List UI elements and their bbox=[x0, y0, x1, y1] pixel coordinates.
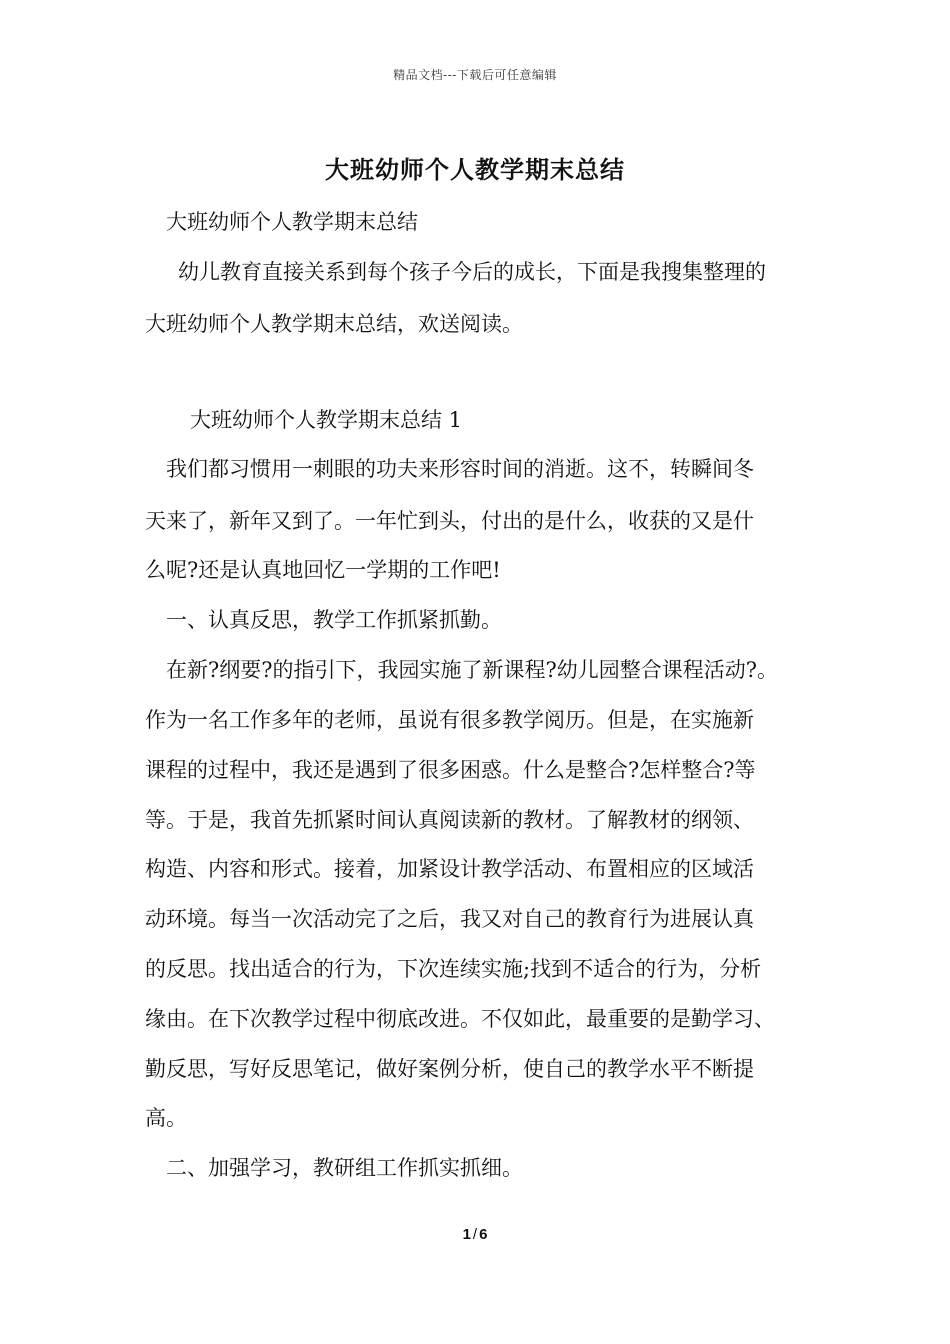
page-number bbox=[0, 1226, 950, 1243]
subtitle-line: 大班幼师个人教学期末总结 bbox=[166, 210, 418, 234]
paragraph-line: 在新?纲要?的指引下，我园实施了新课程?幼儿园整合课程活动?。 bbox=[166, 658, 779, 682]
current-page-number: 1 bbox=[462, 1226, 471, 1243]
paragraph-line: 等。于是，我首先抓紧时间认真阅读新的教材。了解教材的纲领、 bbox=[145, 808, 754, 832]
header-note: 精品文档---下载后可任意编辑 bbox=[393, 68, 557, 82]
paragraph-line: 么呢?还是认真地回忆一学期的工作吧! bbox=[145, 558, 501, 582]
paragraph-line: 构造、内容和形式。接着，加紧设计教学活动、布置相应的区域活 bbox=[145, 857, 754, 881]
paragraph-line: 的反思。找出适合的行为，下次连续实施;找到不适合的行为，分析 bbox=[145, 957, 762, 981]
subsection-heading: 二、加强学习，教研组工作抓实抓细。 bbox=[166, 1156, 523, 1180]
paragraph-line: 动环境。每当一次活动完了之后，我又对自己的教育行为进展认真 bbox=[145, 907, 754, 931]
total-page-count: 6 bbox=[479, 1226, 488, 1243]
document-title: 大班幼师个人教学期末总结 bbox=[325, 155, 625, 184]
paragraph-line: 我们都习惯用一刺眼的功夫来形容时间的消逝。这不，转瞬间冬 bbox=[166, 457, 754, 481]
paragraph-line: 课程的过程中，我还是遇到了很多困惑。什么是整合?怎样整合?等 bbox=[145, 758, 756, 782]
section-heading: 大班幼师个人教学期末总结 1 bbox=[190, 408, 463, 432]
subsection-heading: 一、认真反思，教学工作抓紧抓勤。 bbox=[166, 608, 502, 632]
paragraph-line: 大班幼师个人教学期末总结，欢送阅读。 bbox=[145, 312, 523, 336]
paragraph-line: 幼儿教育直接关系到每个孩子今后的成长，下面是我搜集整理的 bbox=[178, 260, 766, 284]
paragraph-line: 缘由。在下次教学过程中彻底改进。不仅如此，最重要的是勤学习、 bbox=[145, 1007, 775, 1031]
paragraph-line: 高。 bbox=[145, 1106, 187, 1130]
paragraph-line: 勤反思，写好反思笔记，做好案例分析，使自己的教学水平不断提 bbox=[145, 1057, 754, 1081]
paragraph-line: 天来了，新年又到了。一年忙到头，付出的是什么，收获的又是什 bbox=[145, 509, 754, 533]
page-separator: / bbox=[472, 1226, 478, 1243]
paragraph-line: 作为一名工作多年的老师，虽说有很多教学阅历。但是，在实施新 bbox=[145, 708, 754, 732]
